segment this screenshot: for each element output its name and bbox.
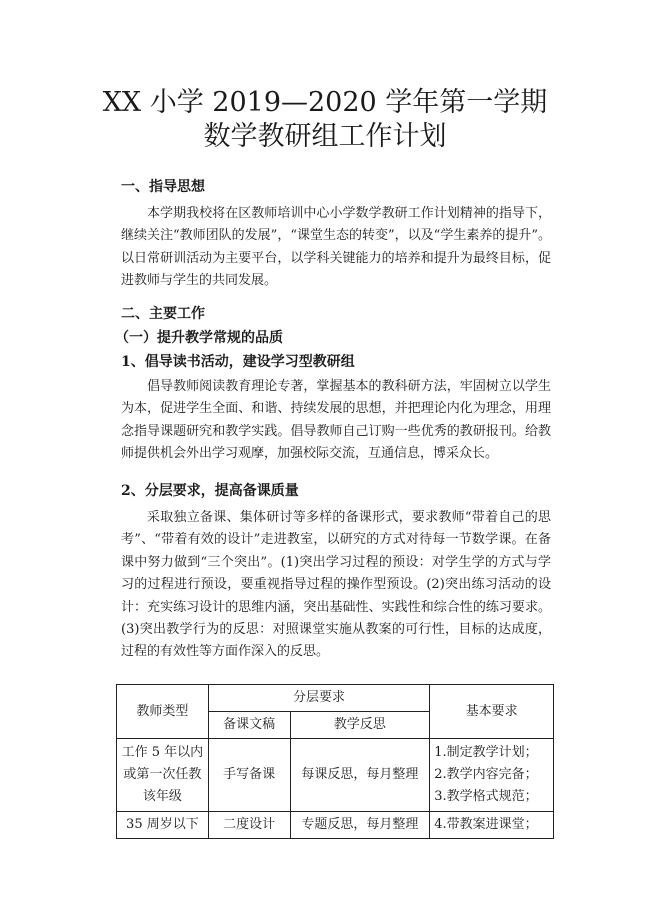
item-paragraph-reading-activity: 倡导教师阅读教育理论专著，掌握基本的教科研方法，牢固树立以学生为本，促进学生全面、和谐、持续发展的思想，并把理论内化为理念，用理念指导课题研究和教学实践。倡导教师自己订购一些优秀的教研报刊。给教师提供机会外出学习观摩，加强校际交流，互通信息，博采众长。 xyxy=(121,379,551,462)
requirements-table xyxy=(116,684,554,839)
cell-line: 35 周岁以下 xyxy=(126,817,199,832)
cell-line: 或第一次任教 xyxy=(123,767,202,782)
cell-line: 该年级 xyxy=(142,789,182,804)
cell-line: 4.带教案进课堂； xyxy=(434,817,538,832)
header-layered-requirements: 分层要求 xyxy=(208,685,429,712)
cell-line: 3.教学格式规范； xyxy=(434,789,538,804)
cell-reflection: 每课反思，每月整理 xyxy=(290,739,430,812)
header-teaching-reflection: 教学反思 xyxy=(290,712,430,739)
header-basic-requirements: 基本要求 xyxy=(430,685,554,739)
doc-title-line1: XX 小学 2019—2020 学年第一学期 xyxy=(102,87,548,118)
item-heading-reading-activity: 1、倡导读书活动，建设学习型教研组 xyxy=(121,354,355,370)
cell-line: 工作 5 年以内 xyxy=(121,745,204,760)
table-row xyxy=(117,739,554,812)
table-row xyxy=(117,812,554,839)
section-heading-guiding-thought: 一、指导思想 xyxy=(121,179,205,195)
cell-prep: 手写备课 xyxy=(208,739,290,812)
cell-basic xyxy=(430,812,554,839)
cell-line: 1.制定教学计划； xyxy=(434,745,538,760)
header-teacher-type: 教师类型 xyxy=(117,685,209,739)
cell-basic xyxy=(430,739,554,812)
cell-line: 2.教学内容完备； xyxy=(434,767,538,782)
cell-reflection: 专题反思，每月整理 xyxy=(290,812,430,839)
item-heading-layered-requirements: 2、分层要求，提高备课质量 xyxy=(121,483,299,499)
cell-prep: 二度设计 xyxy=(208,812,290,839)
header-prep-draft: 备课文稿 xyxy=(208,712,290,739)
section-heading-main-work: 二、主要工作 xyxy=(121,306,205,322)
doc-title-line2: 数学教研组工作计划 xyxy=(203,121,447,152)
subsection-heading-teaching-routine: （一）提升教学常规的品质 xyxy=(115,330,283,346)
item-paragraph-layered-requirements: 采取独立备课、集体研讨等多样的备课形式，要求教师“带着自己的思考”、“带着有效的设计”走进教室，以研究的方式对待每一节数学课。在备课中努力做到“三个突出”。(1)突出学习过程的预设：对学生学的方式与学习的过程进行预设，要重视指导过程的操作型预设。(2)突出练习活动的设计：充实练习设计的思维内涵，突出基础性、实践性和综合性的练习要求。(3)突出教学行为的反思：对照课堂实施从教案的可行性，目标的达成度，过程的有效性等方面作深入的反思。 xyxy=(121,510,551,660)
section-paragraph-guiding-thought: 本学期我校将在区教师培训中心小学数学教研工作计划精神的指导下，继续关注“教师团队的发展”，“课堂生态的转变”，以及“学生素养的提升”。以日常研训活动为主要平台，以学科关键能力的培养和提升为最终目标，促进教师与学生的共同发展。 xyxy=(121,206,551,289)
cell-teacher-type xyxy=(117,812,209,839)
cell-teacher-type xyxy=(117,739,209,812)
